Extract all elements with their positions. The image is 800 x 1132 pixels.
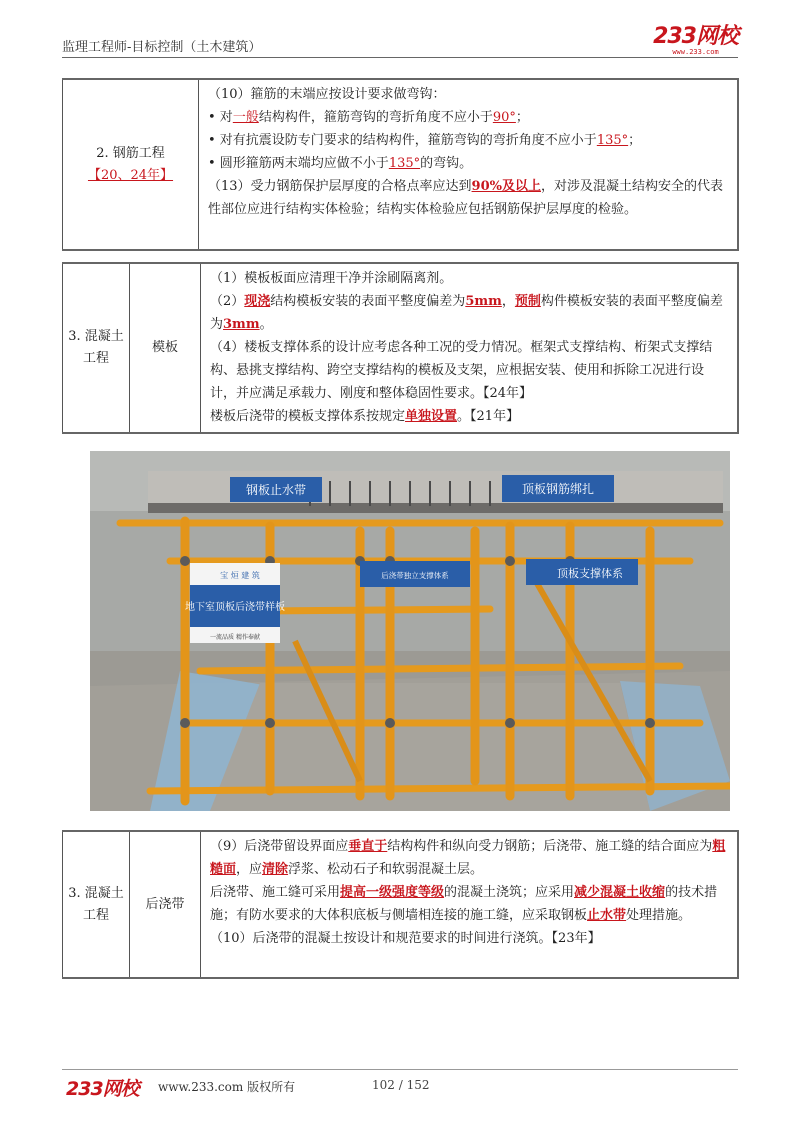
highlight-shrinkage: 减少混凝土收缩 — [574, 885, 666, 900]
sign-company: 宝 烜 建 筑 — [220, 571, 260, 580]
post-pour-line-1: （9）后浇带留设界面应垂直于结构构件和纵向受力钢筋；后浇带、施工缝的结合面应为粗糙面，应清除浮浆、松动石子和软弱混凝土层。 — [210, 839, 726, 877]
post-pour-sub-cell — [130, 831, 201, 978]
formwork-table — [62, 262, 739, 434]
post-pour-label-sub: 后浇带 — [145, 896, 185, 912]
highlight-precast: 预制 — [514, 294, 541, 309]
brand-logo — [653, 26, 738, 56]
rebar-line-5: （13）受力钢筋保护层厚度的合格点率应达到90%及以上，对涉及混凝土结构安全的代表性部位应进行结构实体检验；结构实体检验应包括钢筋保护层厚度的检验。 — [208, 179, 724, 217]
sign-sample-title: 地下室顶板后浇带样板 — [185, 602, 285, 613]
rebar-label: 2. 钢筋工程 — [96, 145, 165, 161]
highlight-rough-surface: 粗糙面 — [210, 839, 726, 877]
footer-logo: 233网校 — [66, 1078, 139, 1100]
highlight-remove: 清除 — [262, 862, 289, 877]
logo-sub-text: www.233.com — [672, 48, 719, 56]
formwork-label-sub: 模板 — [151, 340, 178, 355]
page-header — [62, 24, 738, 58]
formwork-sub-cell — [130, 263, 201, 433]
footer-copyright: www.233.com 版权所有 — [158, 1080, 296, 1094]
highlight-90pct: 90%及以上 — [471, 179, 541, 194]
highlight-strength-grade: 提高一级强度等级 — [340, 885, 445, 900]
highlight-5mm: 5mm — [465, 294, 502, 309]
highlight-135deg-b: 135° — [388, 156, 421, 171]
rebar-line-2: • 对一般结构构件，箍筋弯钩的弯折角度不应小于90°； — [208, 110, 529, 125]
rebar-line-3: • 对有抗震设防专门要求的结构构件，箍筋弯钩的弯折角度不应小于135°； — [208, 133, 642, 148]
post-pour-content — [201, 831, 739, 978]
post-pour-table — [62, 830, 739, 979]
formwork-content — [201, 263, 739, 433]
highlight-waterstop: 止水带 — [587, 908, 627, 923]
page-number: 102 / 152 — [372, 1078, 430, 1092]
post-pour-label-cell — [63, 831, 130, 978]
highlight-90deg: 90° — [492, 110, 516, 125]
rebar-year-tag: 【20、24年】 — [87, 167, 174, 183]
sign-independent-support: 后浇带独立支撑体系 — [381, 571, 449, 580]
formwork-label-main: 3. 混凝土工程 — [68, 329, 124, 366]
highlight-separate: 单独设置 — [405, 409, 458, 424]
logo-main-text: 233网校 — [653, 24, 738, 49]
formwork-line-4: 楼板后浇带的模板支撑体系按规定单独设置。【21年】 — [210, 409, 520, 424]
formwork-line-1: （1）模板板面应清理干净并涂刷隔离剂。 — [210, 271, 453, 286]
highlight-general: 一般 — [232, 110, 259, 125]
sign-sample-footer: 一流品质 精作奉献 — [210, 634, 260, 641]
sign-waterstop: 钢板止水带 — [245, 483, 307, 497]
formwork-label-cell — [63, 263, 130, 433]
sign-slab-support: 顶板支撑体系 — [557, 567, 623, 580]
post-pour-line-2: 后浇带、施工缝可采用提高一级强度等级的混凝土浇筑；应采用减少混凝土收缩的技术措施；有防水要求的大体积底板与侧墙相连接的施工缝，应采取钢板止水带处理措施。 — [210, 885, 718, 923]
sign-rebar-binding: 顶板钢筋绑扎 — [521, 482, 595, 496]
formwork-support-photo — [90, 451, 730, 811]
footer-divider — [62, 1069, 738, 1070]
post-pour-line-3: （10）后浇带的混凝土按设计和规范要求的时间进行浇筑。【23年】 — [210, 931, 601, 946]
rebar-line-4: • 圆形箍筋两末端均应做不小于135°的弯钩。 — [208, 156, 473, 171]
formwork-line-2: （2）现浇结构模板安装的表面平整度偏差为5mm，预制构件模板安装的表面平整度偏差为3mm。 — [210, 294, 723, 332]
rebar-line-1: （10）箍筋的末端应按设计要求做弯钩： — [208, 87, 446, 102]
rebar-label-cell — [63, 79, 199, 250]
formwork-line-3: （4）楼板支撑体系的设计应考虑各种工况的受力情况。框架式支撑结构、桁架式支撑结构、悬挑支撑结构、跨空支撑结构的模板及支架，应根据安装、使用和拆除工况进行设计，并应满足承载力、刚度和整体稳固性要求。【24年】 — [210, 340, 713, 401]
highlight-3mm: 3mm — [223, 317, 260, 332]
highlight-135deg-a: 135° — [596, 133, 629, 148]
header-divider — [62, 57, 738, 58]
rebar-table — [62, 78, 739, 251]
highlight-cast-in-place: 现浇 — [244, 294, 271, 309]
post-pour-label-main: 3. 混凝土工程 — [68, 885, 124, 923]
highlight-perpendicular: 垂直于 — [348, 839, 388, 854]
header-title: 监理工程师-目标控制（土木建筑） — [62, 40, 262, 55]
rebar-content — [199, 79, 739, 250]
